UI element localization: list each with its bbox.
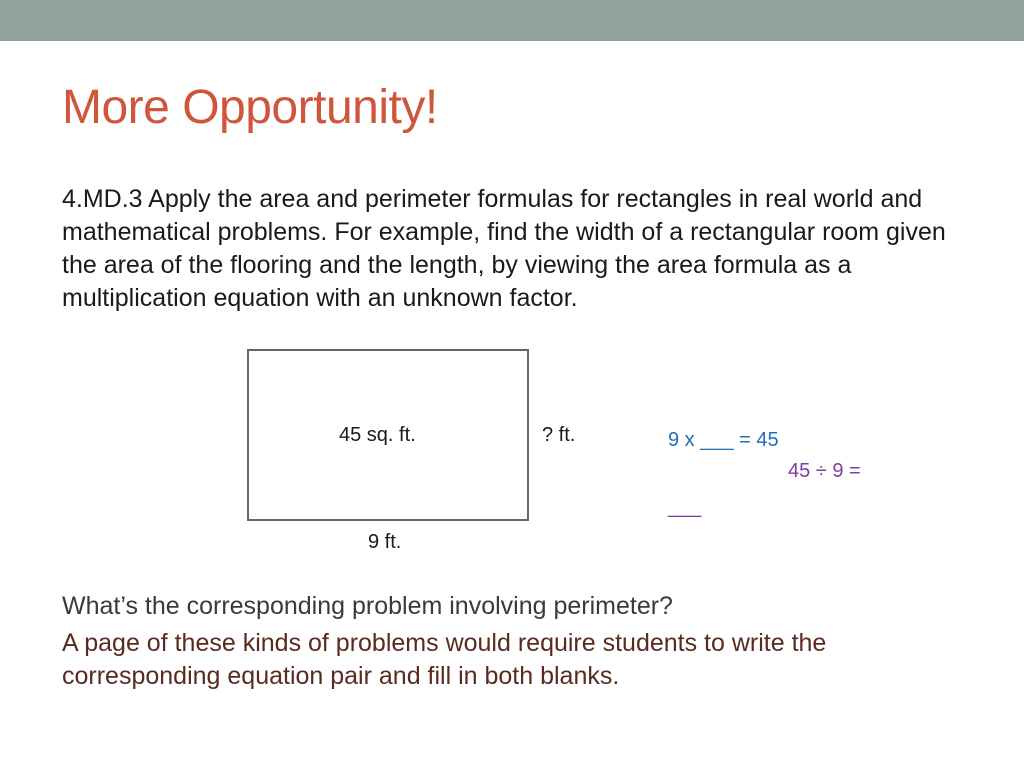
slide-title: More Opportunity! xyxy=(62,81,438,134)
perimeter-question: What’s the corresponding problem involving perimeter? xyxy=(62,592,673,620)
division-answer-blank: ___ xyxy=(668,496,702,518)
standard-text: 4.MD.3 Apply the area and perimeter formulas for rectangles in real world and mathematical problems. For example, find the width of a rectangular room given the area of the flooring and the length, by viewing the area formula as a multiplication equation with an unknown factor. xyxy=(62,185,946,312)
side-length-label: ? ft. xyxy=(542,424,576,446)
note-text: A page of these kinds of problems would require students to write the corresponding equation pair and fill in both blanks. xyxy=(62,629,827,690)
multiplication-equation: 9 x ___ = 45 xyxy=(668,429,779,451)
area-label: 45 sq. ft. xyxy=(339,424,416,446)
bottom-length-label: 9 ft. xyxy=(368,531,402,553)
division-equation: 45 ÷ 9 = xyxy=(788,460,861,482)
top-accent-bar xyxy=(0,0,1024,41)
